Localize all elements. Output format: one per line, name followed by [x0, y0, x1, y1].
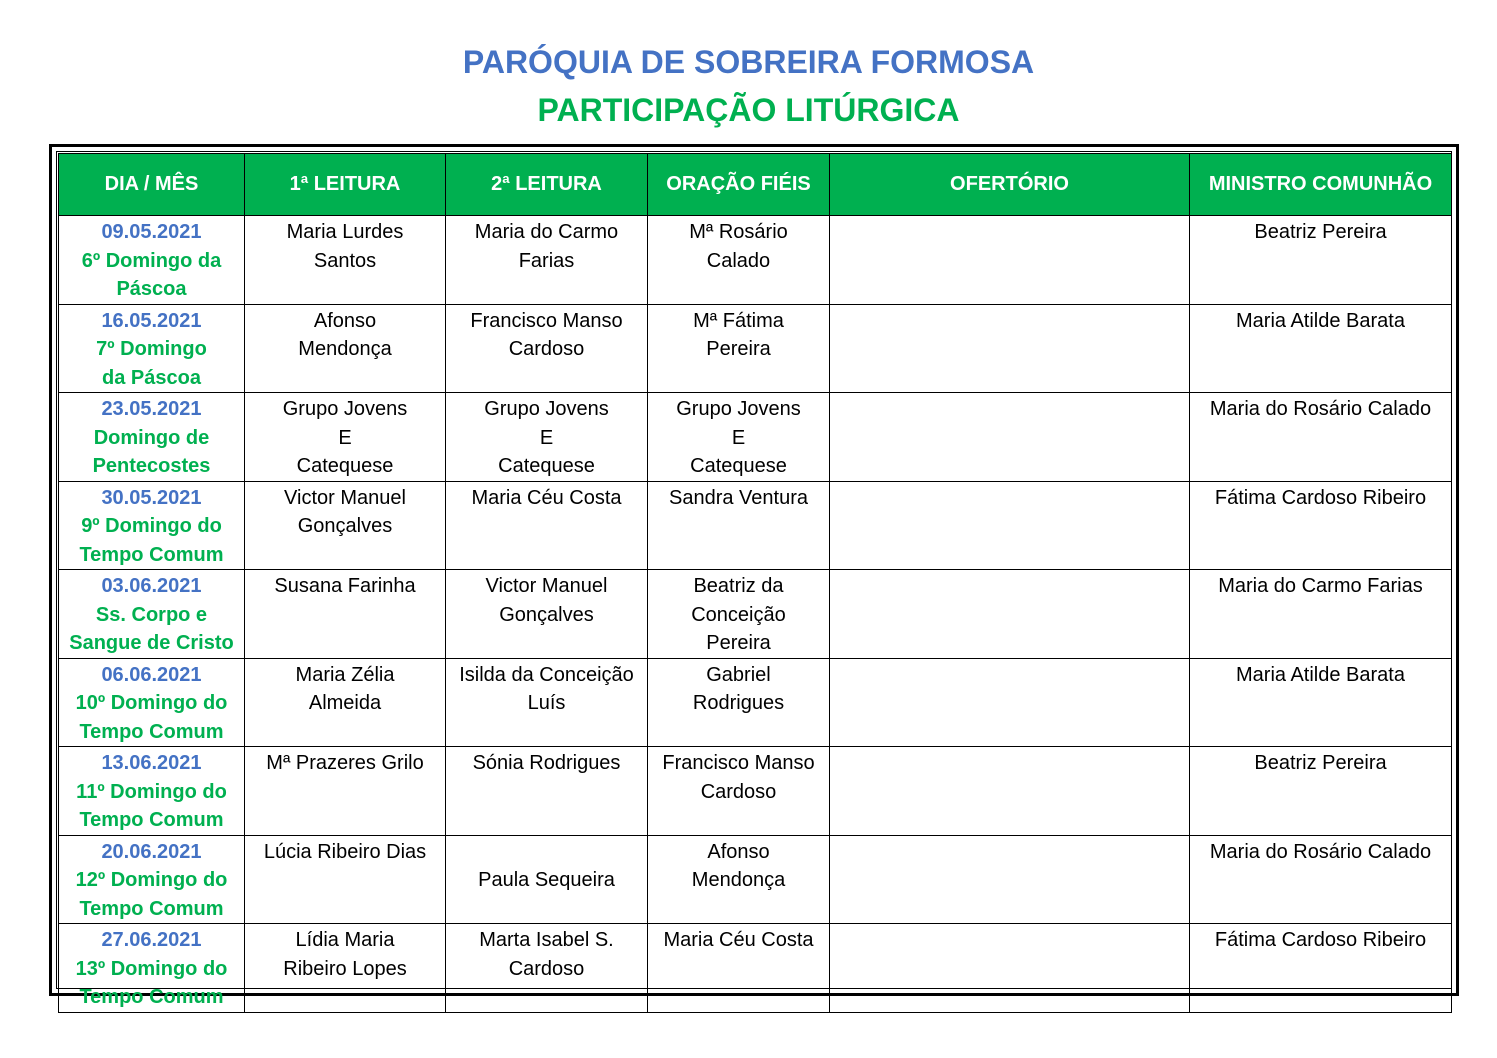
occasion-text: Tempo Comum	[79, 986, 224, 1008]
col-header-ministro: MINISTRO COMUNHÃO	[1190, 154, 1452, 216]
name-text: Marta Isabel S.	[479, 929, 614, 951]
cell-ministro	[1190, 924, 1452, 1013]
cell-ofertorio	[830, 216, 1190, 305]
cell-leitura1	[245, 393, 446, 482]
cell-ofertorio	[830, 570, 1190, 659]
occasion-text: 11º Domingo do	[76, 780, 227, 803]
name-text: Farias	[518, 249, 575, 272]
name-text: Calado	[706, 249, 771, 272]
cell-ofertorio	[830, 393, 1190, 482]
name-text: Cardoso	[700, 780, 777, 803]
name-text: Maria Céu Costa	[663, 929, 814, 951]
name-text: Afonso	[313, 309, 377, 332]
cell-oracao	[648, 570, 830, 659]
name-text: Paula Sequeira	[478, 869, 615, 891]
table-row	[59, 393, 1452, 482]
name-text: Gonçalves	[297, 515, 393, 537]
cell-oracao	[648, 658, 830, 747]
name-text: Grupo Jovens	[676, 398, 801, 420]
cell-leitura1	[245, 747, 446, 836]
table-row	[59, 304, 1452, 393]
occasion-text: 6º Domingo da	[81, 249, 222, 272]
cell-leitura1	[245, 304, 446, 393]
name-text: Rodrigues	[692, 692, 785, 714]
name-text: Sandra Ventura	[669, 486, 808, 509]
table-row	[59, 570, 1452, 659]
name-text: Santos	[313, 249, 377, 272]
name-text: Mª Prazeres Grilo	[266, 752, 424, 774]
name-text: Maria Atilde Barata	[1236, 309, 1405, 332]
name-text: Francisco Manso	[662, 752, 815, 774]
cell-oracao	[648, 924, 830, 1013]
col-header-oracao: ORAÇÃO FIÉIS	[648, 154, 830, 216]
cell-leitura2	[446, 393, 648, 482]
table-row	[59, 747, 1452, 836]
name-text: Maria Zélia	[295, 663, 395, 686]
date-text: 03.06.2021	[101, 575, 202, 597]
date-text: 13.06.2021	[101, 752, 202, 774]
occasion-text: 7º Domingo	[96, 338, 207, 360]
name-text: Beatriz da	[693, 575, 784, 597]
cell-leitura2	[446, 304, 648, 393]
occasion-text: Domingo de	[93, 426, 210, 449]
cell-leitura1	[245, 216, 446, 305]
occasion-text: Ss. Corpo e	[95, 603, 208, 626]
cell-leitura1	[245, 658, 446, 747]
occasion-text: 13º Domingo do	[75, 957, 228, 980]
name-text: Victor Manuel	[485, 575, 608, 597]
name-text: Beatriz Pereira	[1254, 221, 1387, 243]
cell-ofertorio	[830, 835, 1190, 924]
cell-leitura2	[446, 747, 648, 836]
table-row	[59, 835, 1452, 924]
name-text: Afonso	[707, 840, 770, 863]
name-text: Mª Rosário	[689, 221, 788, 243]
table-row	[59, 924, 1452, 1013]
cell-leitura1	[245, 570, 446, 659]
cell-ofertorio	[830, 304, 1190, 393]
cell-ministro	[1190, 481, 1452, 570]
cell-ministro	[1190, 216, 1452, 305]
name-text: Almeida	[308, 692, 382, 714]
name-text: E	[338, 426, 352, 449]
name-text: Mendonça	[691, 869, 786, 891]
date-text: 16.05.2021	[101, 309, 202, 332]
occasion-text: Sangue de Cristo	[69, 632, 234, 654]
cell-ministro	[1190, 658, 1452, 747]
name-text: Fátima Cardoso Ribeiro	[1214, 486, 1427, 509]
cell-oracao	[648, 216, 830, 305]
cell-date	[59, 393, 245, 482]
name-text: E	[731, 426, 746, 449]
name-text: Beatriz Pereira	[1254, 752, 1387, 774]
col-header-ofertorio: OFERTÓRIO	[830, 154, 1190, 216]
name-text: Sónia Rodrigues	[472, 752, 621, 774]
name-text: Maria Atilde Barata	[1236, 663, 1405, 686]
occasion-text: 10º Domingo do	[75, 692, 228, 714]
occasion-text: Tempo Comum	[79, 809, 224, 831]
cell-leitura2	[446, 924, 648, 1013]
cell-date	[59, 658, 245, 747]
name-text: Pereira	[706, 338, 771, 360]
header-row	[59, 154, 1452, 216]
cell-leitura1	[245, 481, 446, 570]
date-text: 23.05.2021	[101, 398, 202, 420]
cell-ofertorio	[830, 747, 1190, 836]
name-text: Isilda da Conceição	[459, 663, 634, 686]
name-text: Maria do Carmo Farias	[1218, 575, 1423, 597]
name-text: Fátima Cardoso Ribeiro	[1214, 929, 1427, 951]
cell-oracao	[648, 835, 830, 924]
name-text: Maria do Rosário Calado	[1209, 398, 1432, 420]
name-text: Conceição	[691, 603, 786, 626]
table-row	[59, 216, 1452, 305]
cell-leitura2	[446, 835, 648, 924]
cell-ministro	[1190, 835, 1452, 924]
date-text: 30.05.2021	[101, 486, 202, 509]
col-header-date: DIA / MÊS	[59, 154, 245, 216]
cell-ofertorio	[830, 924, 1190, 1013]
date-text: 06.06.2021	[101, 663, 202, 686]
table-row	[59, 658, 1452, 747]
spacer	[450, 838, 643, 867]
cell-oracao	[648, 304, 830, 393]
occasion-text: Pentecostes	[92, 455, 211, 477]
cell-leitura2	[446, 570, 648, 659]
name-text: Grupo Jovens	[282, 398, 408, 420]
cell-ofertorio	[830, 481, 1190, 570]
col-header-leitura2: 2ª LEITURA	[446, 154, 648, 216]
name-text: Gabriel	[706, 663, 771, 686]
name-text: Maria Lurdes	[286, 221, 404, 243]
name-text: Lúcia Ribeiro Dias	[263, 840, 427, 863]
cell-ministro	[1190, 747, 1452, 836]
cell-leitura1	[245, 835, 446, 924]
cell-leitura2	[446, 658, 648, 747]
cell-date	[59, 304, 245, 393]
cell-date	[59, 835, 245, 924]
name-text: Luís	[527, 692, 566, 714]
name-text: Maria Céu Costa	[471, 486, 622, 509]
occasion-text: Tempo Comum	[79, 543, 224, 566]
name-text: Susana Farinha	[274, 575, 416, 597]
cell-date	[59, 924, 245, 1013]
cell-oracao	[648, 747, 830, 836]
occasion-text: 12º Domingo do	[75, 869, 228, 891]
cell-oracao	[648, 393, 830, 482]
occasion-text: da Páscoa	[102, 366, 201, 389]
cell-leitura1	[245, 924, 446, 1013]
cell-ministro	[1190, 304, 1452, 393]
name-text: Maria do Carmo	[474, 221, 619, 243]
page-subtitle: PARTICIPAÇÃO LITÚRGICA	[537, 92, 960, 128]
cell-date	[59, 481, 245, 570]
col-header-leitura1: 1ª LEITURA	[245, 154, 446, 216]
name-text: E	[539, 426, 554, 449]
cell-leitura2	[446, 216, 648, 305]
date-text: 09.05.2021	[101, 221, 202, 243]
name-text: Catequese	[296, 455, 394, 477]
cell-ministro	[1190, 570, 1452, 659]
name-text: Catequese	[690, 455, 787, 477]
name-text: Francisco Manso	[470, 309, 623, 332]
date-text: 27.06.2021	[101, 929, 202, 951]
name-text: Victor Manuel	[284, 486, 406, 509]
page-title: PARÓQUIA DE SOBREIRA FORMOSA	[462, 44, 1035, 80]
table-row	[59, 481, 1452, 570]
occasion-text: Tempo Comum	[79, 720, 224, 743]
name-text: Mendonça	[298, 338, 392, 360]
name-text: Cardoso	[508, 338, 585, 360]
name-text: Gonçalves	[499, 603, 594, 626]
name-text: Grupo Jovens	[484, 398, 609, 420]
name-text: Cardoso	[508, 957, 585, 980]
name-text: Mª Fátima	[693, 309, 784, 332]
cell-oracao	[648, 481, 830, 570]
name-text: Lídia Maria	[295, 929, 395, 951]
occasion-text: Páscoa	[116, 278, 187, 300]
name-text: Pereira	[706, 632, 771, 654]
occasion-text: 9º Domingo do	[81, 515, 222, 537]
cell-ofertorio	[830, 658, 1190, 747]
cell-date	[59, 747, 245, 836]
cell-date	[59, 570, 245, 659]
schedule-table	[58, 153, 1452, 1013]
cell-leitura2	[446, 481, 648, 570]
cell-ministro	[1190, 393, 1452, 482]
name-text: Ribeiro Lopes	[283, 957, 407, 980]
cell-date	[59, 216, 245, 305]
table-body	[59, 216, 1452, 1013]
occasion-text: Tempo Comum	[79, 897, 224, 920]
name-text: Catequese	[498, 455, 595, 477]
date-text: 20.06.2021	[101, 840, 202, 863]
name-text: Maria do Rosário Calado	[1209, 840, 1432, 863]
